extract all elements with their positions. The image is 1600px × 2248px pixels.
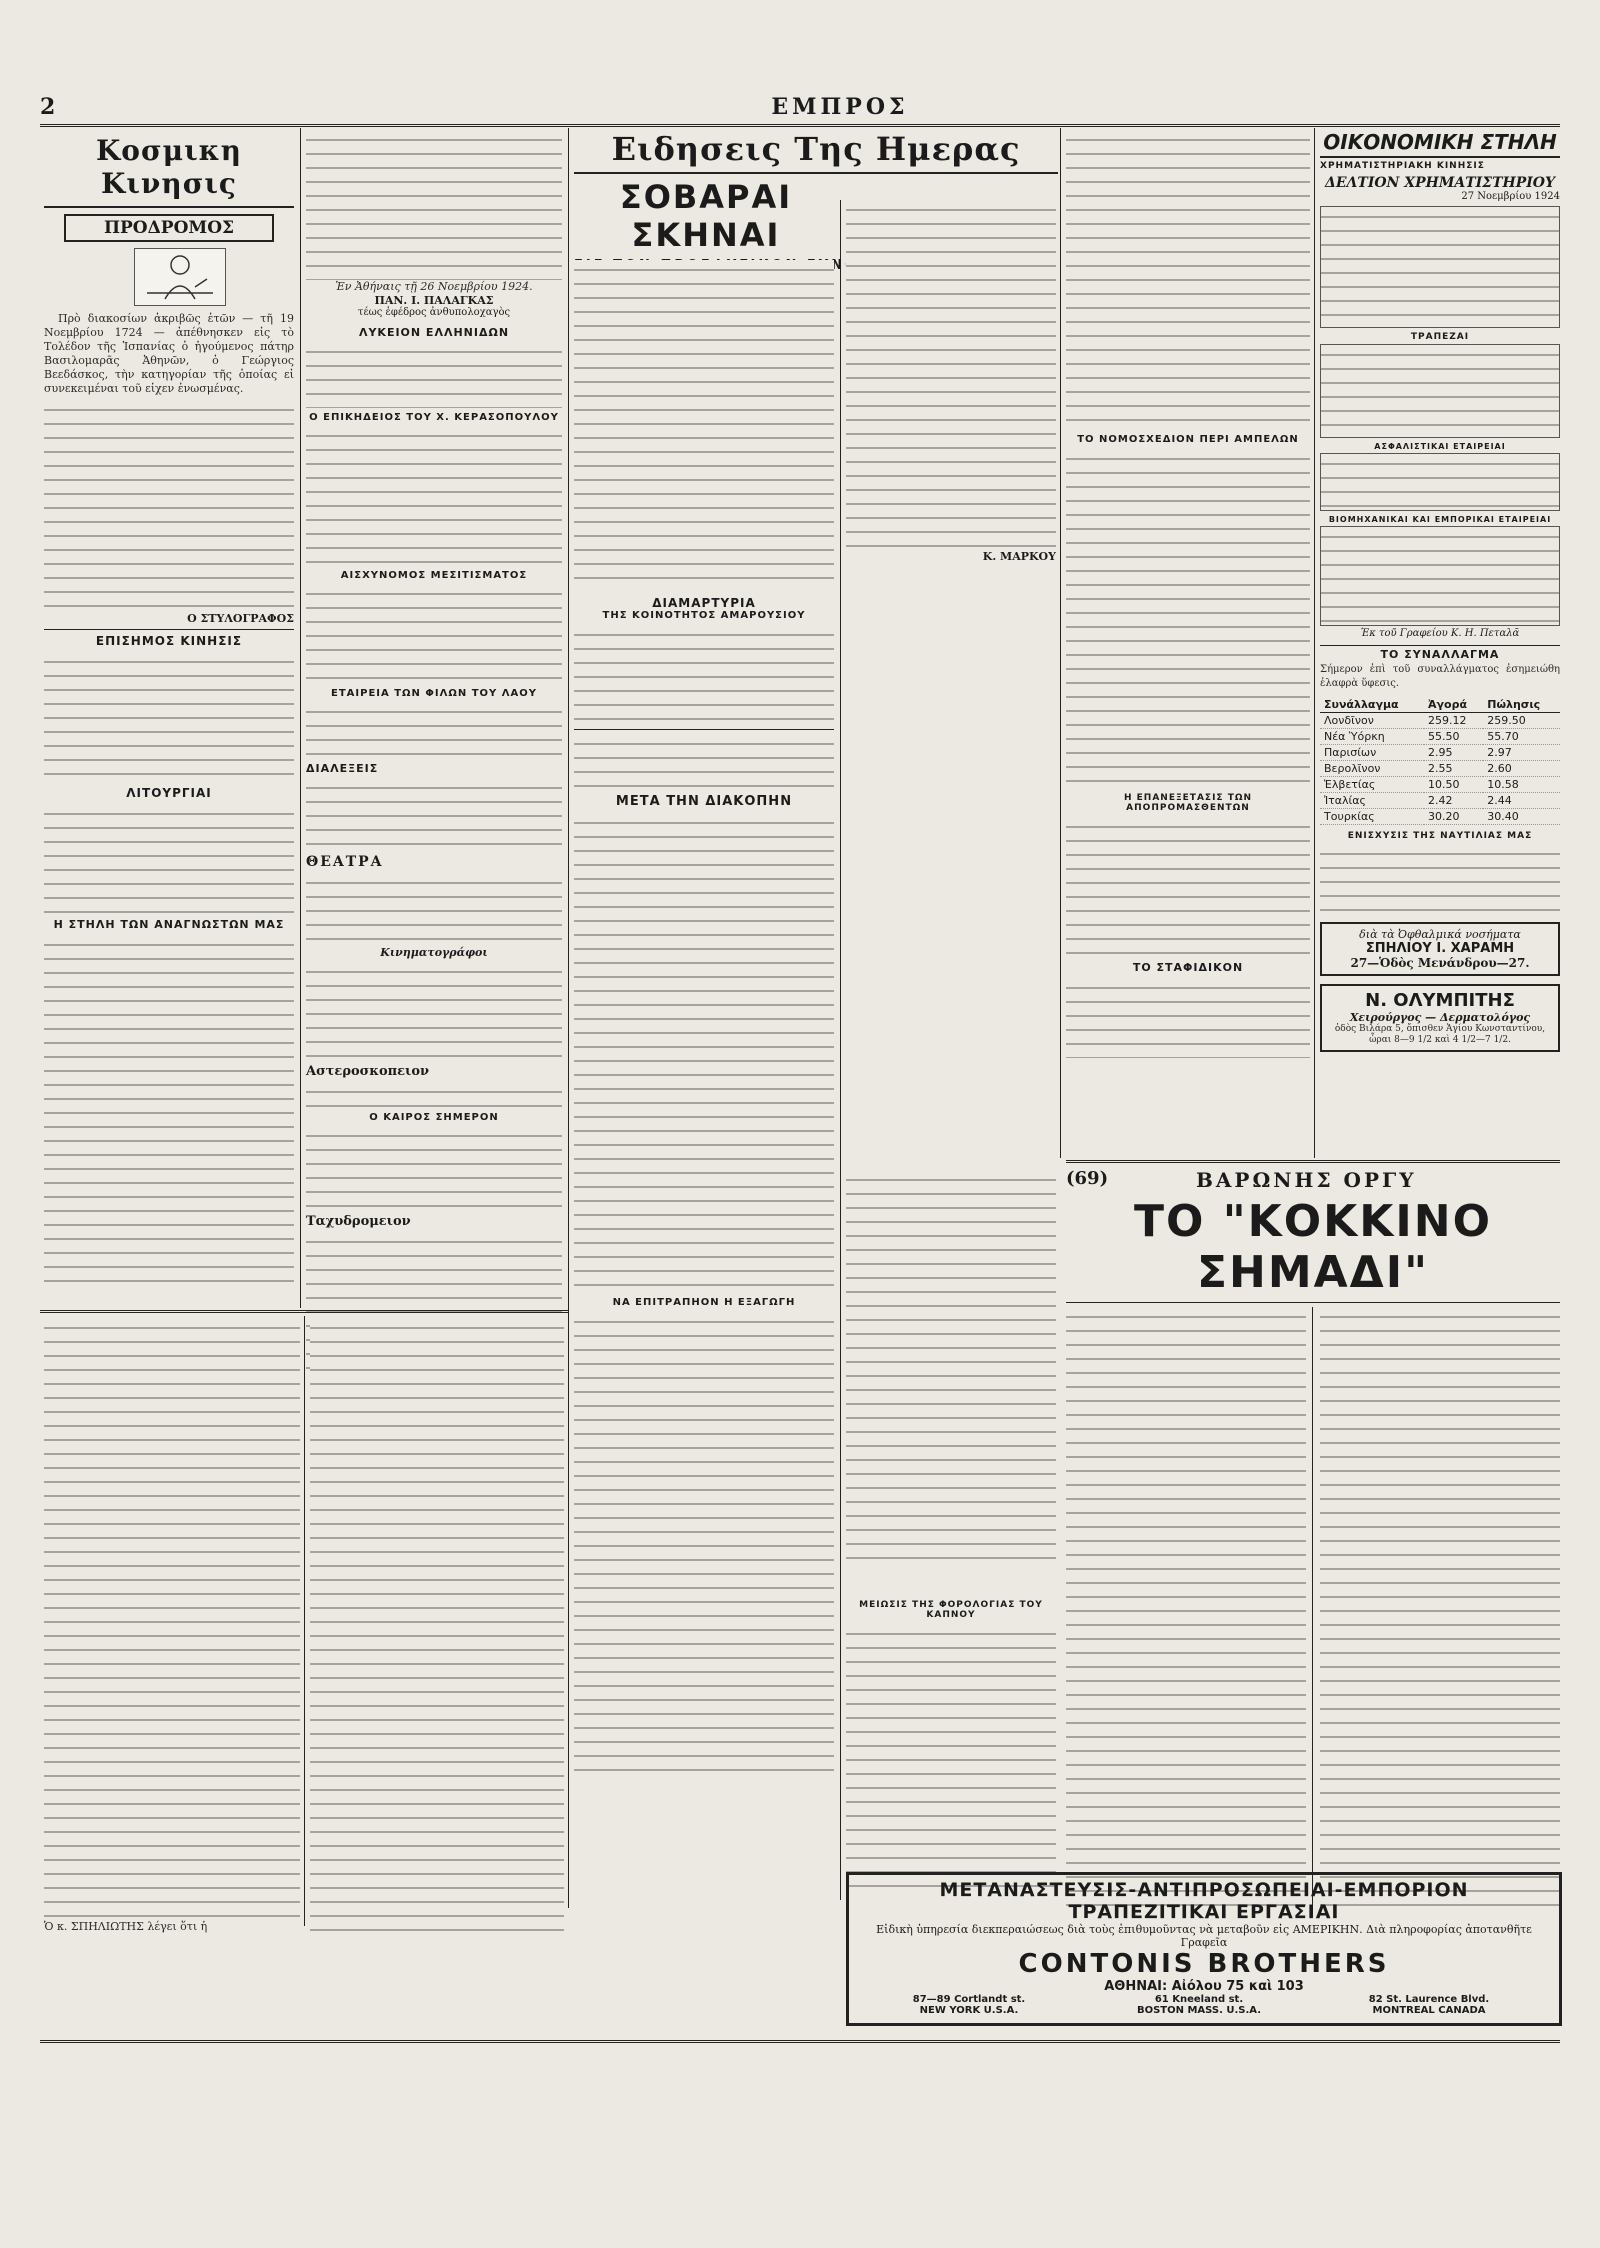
- column-oikonomiki: [1320, 130, 1560, 1052]
- heading-synallagma: ΤΟ ΣΥΝΑΛΛΑΓΜΑ: [1320, 645, 1560, 661]
- column-divider: [1312, 1307, 1313, 1917]
- main-headline: ΣΟΒΑΡΑΙ ΣΚΗΝΑΙ: [619, 178, 793, 254]
- table-row: [1320, 761, 1560, 777]
- banks-table: [1320, 344, 1560, 438]
- lower-middle-column: [310, 1318, 564, 1934]
- text-body: [306, 1082, 562, 1112]
- table-row: [1320, 809, 1560, 825]
- text-body: [44, 804, 294, 914]
- address-line: NEW YORK U.S.A.: [919, 2005, 1019, 2016]
- illustration-writer: [134, 248, 226, 306]
- newspaper-title: ΕΜΠΡΟΣ: [771, 94, 909, 120]
- heading-theatra: ΘΕΑΤΡΑ: [306, 854, 384, 870]
- heading-readers: Η ΣΤΗΛΗ ΤΩΝ ΑΝΑΓΝΩΣΤΩΝ ΜΑΣ: [53, 918, 285, 931]
- text-body: [44, 652, 294, 782]
- bonds-table: [1320, 206, 1560, 328]
- heading-kairos: Ο ΚΑΙΡΟΣ ΣΗΜΕΡΟΝ: [369, 1112, 499, 1123]
- heading-lykeion: ΛΥΚΕΙΟΝ ΕΛΛΗΝΙΔΩΝ: [358, 326, 510, 339]
- insurance-table: [1320, 453, 1560, 511]
- heading-naftilia: ΕΝΙΣΧΥΣΙΣ ΤΗΣ ΝΑΥΤΙΛΙΑΣ ΜΑΣ: [1347, 831, 1533, 841]
- serial-rule: [1066, 1160, 1560, 1163]
- heading-epitropi: ΝΑ ΕΠΙΤΡΑΠΗΟΝ Η ΕΞΑΓΩΓΗ: [612, 1297, 796, 1308]
- signature: ΠΑΝ. Ι. ΠΑΛΑΓΚΑΣ: [374, 294, 494, 307]
- exchange-table: [1320, 697, 1560, 825]
- heading-nomoschedio: ΤΟ ΝΟΜΟΣΧΕΔΙΟΝ ΠΕΡΙ ΑΜΠΕΛΩΝ: [1077, 434, 1299, 445]
- fx-sell: 30.40: [1483, 809, 1560, 825]
- text-body: [44, 935, 294, 1285]
- section-title-oikonomiki: ΟΙΚΟΝΟΜΙΚΗ ΣΤΗΛΗ: [1320, 130, 1560, 158]
- text-body: [574, 813, 834, 1293]
- prodromos-text: Πρὸ διακοσίων ἀκριβῶς ἐτῶν — τῆ 19 Νοεμβρίου 1724 — ἀπέθνησκεν εἰς τὸ Τολέδον τῆς Ἱσπανίας ὁ ἡγούμενος πάτηρ Βασιλομαρᾶς Ἀθηνῶν, ὁ Γεώργιος Βεεδάσκος, τὴν κατηγορίαν τῆς ὁποίας εἰ συνεκειμέναι τοῦ εἰχεν ἐνωσμένας.: [44, 312, 294, 395]
- serial-number: (69): [1066, 1168, 1109, 1189]
- fx-sell: 259.50: [1483, 713, 1560, 729]
- heading-stafidiko: ΤΟ ΣΤΑΦΙΔΙΚΟΝ: [1132, 961, 1244, 974]
- heading-etaireia: ΕΤΑΙΡΕΙΑ ΤΩΝ ΦΙΛΩΝ ΤΟΥ ΛΑΟΥ: [331, 688, 537, 699]
- column-divider: [1060, 128, 1061, 1158]
- address-line: 87—89 Cortlandt st.: [912, 1994, 1026, 2005]
- ad-contonis: [846, 1872, 1562, 2026]
- ad-contonis-athens: ΑΘΗΝΑΙ: Αἰόλου 75 καὶ 103: [1104, 1979, 1304, 1994]
- text-body: [306, 426, 562, 566]
- heading-liturgies: ΛΙΤΟΥΡΓΙΑΙ: [126, 786, 212, 800]
- fx-currency: Νέα Ὑόρκη: [1320, 729, 1424, 745]
- address-line: 61 Kneeland st.: [1154, 1994, 1244, 2005]
- text-body: [306, 584, 562, 684]
- fx-buy: 10.50: [1424, 777, 1483, 793]
- column-divider: [300, 128, 301, 1308]
- prodromos-signature: Ο ΣΤΥΛΟΓΡΑΦΟΣ: [187, 612, 294, 625]
- fx-sell: 2.97: [1483, 745, 1560, 761]
- column-kosmiki: [44, 130, 294, 1285]
- text-body: [44, 1318, 300, 1918]
- fx-currency: Ἑλβετίας: [1320, 777, 1424, 793]
- heading-diakopi: ΜΕΤΑ ΤΗΝ ΔΙΑΚΟΠΗΝ: [615, 794, 793, 809]
- text-body: [306, 130, 562, 280]
- fx-sell: 55.70: [1483, 729, 1560, 745]
- text-body: [1066, 130, 1310, 430]
- text-body: [574, 260, 834, 590]
- column-divider: [304, 1316, 305, 1926]
- fx-header: Ἀγορά: [1424, 697, 1483, 713]
- date-line: Ἐν Ἀθήναις τῇ 26 Νοεμβρίου 1924.: [335, 280, 533, 293]
- column-news-small: [306, 130, 562, 1372]
- fx-currency: Τουρκίας: [1320, 809, 1424, 825]
- divider: [1066, 1302, 1560, 1303]
- center-lower-column: [846, 1170, 1056, 1570]
- fx-currency: Ἰταλίας: [1320, 793, 1424, 809]
- column-divider: [840, 200, 841, 1900]
- fx-sell: 10.58: [1483, 777, 1560, 793]
- masthead: [40, 94, 1560, 120]
- text-body: [310, 1318, 564, 1934]
- text-body: [306, 342, 562, 408]
- text-body: [574, 625, 834, 725]
- ad1-title: διὰ τὰ Ὀφθαλμικά νοσήματα: [1359, 928, 1521, 941]
- fx-header: Πώλησις: [1483, 697, 1560, 713]
- heading-apopromasthenton: Η ΕΠΑΝΕΞΕΤΑΣΙΣ ΤΩΝ ΑΠΟΠΡΟΜΑΣΘΕΝΤΩΝ: [1123, 793, 1253, 813]
- ad-olympitis: [1320, 984, 1560, 1052]
- serial-block: [1066, 1166, 1560, 1917]
- fx-currency: Βερολῖνον: [1320, 761, 1424, 777]
- text-body: [44, 400, 294, 610]
- text-body: [306, 778, 562, 850]
- heading-dialexeis: ΔΙΑΛΕΞΕΙΣ: [306, 762, 379, 775]
- text-body: [1066, 817, 1310, 957]
- office-credit: Ἐκ τοῦ Γραφείου Κ. Η. Πεταλᾶ: [1360, 628, 1520, 639]
- heading-kerasopoulou: Ο ΕΠΙΚΗΔΕΙΟΣ ΤΟΥ Χ. ΚΕΡΑΣΟΠΟΥΛΟΥ: [309, 412, 559, 423]
- fx-buy: 55.50: [1424, 729, 1483, 745]
- ad-contonis-ny: [869, 1994, 1069, 2016]
- text-body: [306, 873, 562, 943]
- fx-currency: Παρισίων: [1320, 745, 1424, 761]
- serial-title: ΤΟ "ΚΟΚΚΙΝΟ ΣΗΜΑΔΙ": [1134, 1196, 1492, 1298]
- heading-typo: Ταχυδρομειον: [306, 1214, 411, 1229]
- text-body: [846, 1624, 1056, 1894]
- table-row: [1320, 713, 1560, 729]
- heading-diamartyria: ΔΙΑΜΑΡΤΥΡΙΑ: [652, 596, 756, 610]
- center-left-column: [574, 260, 834, 1772]
- text-body: [1320, 844, 1560, 914]
- signature-role: τέως ἐφέδρος ἀνθυπολοχαγὸς: [357, 307, 511, 318]
- fx-buy: 2.55: [1424, 761, 1483, 777]
- table-row: [1320, 745, 1560, 761]
- table-row: [1320, 729, 1560, 745]
- divider: [44, 629, 294, 630]
- heading-cinema: Κινηματογράφοι: [380, 946, 488, 959]
- synallagma-note: Σήμερον ἐπὶ τοῦ συναλλάγματος ἐσημειώθη ἐλαφρὰ ὕφεσις.: [1320, 664, 1560, 689]
- column-end-text: Ὁ κ. ΣΠΗΛΙΩΤΗΣ λέγει ὅτι ἡ: [44, 1920, 208, 1933]
- text-body: [846, 1170, 1056, 1570]
- heading-viomichanikai: ΒΙΟΜΗΧΑΝΙΚΑΙ ΚΑΙ ΕΜΠΟΡΙΚΑΙ ΕΤΑΙΡΕΙΑΙ: [1328, 515, 1552, 524]
- table-row: [1320, 793, 1560, 809]
- heading-astero: Αστεροσκοπειον: [306, 1064, 430, 1079]
- page-bottom-rule: [40, 2040, 1560, 2043]
- subtitle-chrimatistiriaki: ΧΡΗΜΑΤΙΣΤΗΡΙΑΚΗ ΚΙΝΗΣΙΣ: [1320, 161, 1485, 171]
- divider: [574, 172, 1058, 174]
- section-title-eidiseis: Ειδησεις Της Ημερας: [611, 130, 1021, 168]
- industry-table: [1320, 526, 1560, 626]
- serial-text-left: [1066, 1307, 1306, 1917]
- fx-buy: 2.42: [1424, 793, 1483, 809]
- text-body: [306, 702, 562, 758]
- text-body: [574, 734, 834, 790]
- center-forologia: [846, 1600, 1056, 1894]
- deltion-title: ΔΕΛΤΙΟΝ ΧΡΗΜΑΤΙΣΤΗΡΙΟΥ: [1325, 175, 1555, 191]
- fx-sell: 2.60: [1483, 761, 1560, 777]
- section-title-kosmiki: Κοσμικη Κινησις: [95, 134, 243, 200]
- ad-contonis-line1: ΜΕΤΑΝΑΣΤΕΥΣΙΣ-ΑΝΤΙΠΡΟΣΩΠΕΙΑΙ-ΕΜΠΟΡΙΟΝ: [939, 1879, 1469, 1901]
- ad-contonis-boston: [1099, 1994, 1299, 2016]
- ad-contonis-brand: CONTONIS BROTHERS: [1018, 1949, 1390, 1979]
- heading-forologia: ΜΕΙΩΣΙΣ ΤΗΣ ΦΟΡΟΛΟΓΙΑΣ ΤΟΥ ΚΑΠΝΟΥ: [859, 1600, 1043, 1620]
- ad-ophthalmologist: [1320, 922, 1560, 976]
- fx-currency: Λονδῖνον: [1320, 713, 1424, 729]
- text-body: [846, 200, 1056, 550]
- serial-text-right: [1320, 1307, 1560, 1917]
- heading-epishmos: ΕΠΙΣΗΜΟΣ ΚΙΝΗΣΙΣ: [95, 634, 243, 648]
- text-body: [1066, 978, 1310, 1058]
- address-line: BOSTON MASS. U.S.A.: [1136, 2005, 1262, 2016]
- divider: [574, 729, 834, 730]
- text-body: [1066, 449, 1310, 789]
- ad1-address: 27—Ὁδὸς Μενάνδρου—27.: [1350, 956, 1530, 970]
- heading-diamartyria-sub: ΤΗΣ ΚΟΙΝΟΤΗΤΟΣ ΑΜΑΡΟΥΣΙΟΥ: [602, 610, 806, 621]
- column-divider: [1314, 128, 1315, 1158]
- ad-contonis-line3: Εἰδικὴ ὑπηρεσία διεκπεραιώσεως διὰ τοὺς ἐπιθυμοῦντας νὰ μεταβοῦν εἰς ΑΜΕΡΙΚΗΝ. Διὰ πληροφορίας ἀποτανθῆτε Γραφεῖα: [876, 1923, 1532, 1949]
- heading-asfaleiai: ΑΣΦΑΛΙΣΤΙΚΑΙ ΕΤΑΙΡΕΙΑΙ: [1374, 442, 1506, 451]
- prodromos-title: ΠΡΟΔΡΟΜΟΣ: [64, 214, 274, 242]
- address-line: 82 St. Laurence Blvd.: [1368, 1994, 1490, 2005]
- heading-trapezai: ΤΡΑΠΕΖΑΙ: [1410, 332, 1470, 342]
- ad-contonis-line2: ΤΡΑΠΕΖΙΤΙΚΑΙ ΕΡΓΑΣΙΑΙ: [1068, 1901, 1340, 1923]
- signature-marko: Κ. ΜΑΡΚΟΥ: [982, 550, 1056, 563]
- fx-buy: 30.20: [1424, 809, 1483, 825]
- page-number: 2: [40, 94, 56, 120]
- lower-rule: [40, 1310, 568, 1313]
- text-body: [306, 1126, 562, 1210]
- heading-mesitiko: ΑΙΣΧΥΝΟΜΟΣ ΜΕΣΙΤΙΣΜΑΤΟΣ: [340, 570, 528, 581]
- center-right-column: [846, 200, 1056, 563]
- ad-contonis-montreal: [1329, 1994, 1529, 2016]
- deltion-date: 27 Νοεμβρίου 1924: [1461, 191, 1560, 202]
- fx-buy: 259.12: [1424, 713, 1483, 729]
- divider: [44, 206, 294, 208]
- fx-buy: 2.95: [1424, 745, 1483, 761]
- text-body: [306, 962, 562, 1060]
- fx-header: Συνάλλαγμα: [1320, 697, 1424, 713]
- ad2-name: Ν. ΟΛΥΜΠΙΤΗΣ: [1365, 990, 1515, 1011]
- ad2-address: ὁδὸς Βιλάρα 5, ὄπισθεν Ἁγίου Κωνσταντίνου, ὧραι 8—9 1/2 καὶ 4 1/2—7 1/2.: [1334, 1024, 1546, 1045]
- text-body: [574, 1312, 834, 1772]
- address-line: MONTREAL CANADA: [1372, 2005, 1486, 2016]
- ad2-role: Χειρούργος — Δερματολόγος: [1349, 1011, 1531, 1024]
- masthead-rule: [40, 124, 1560, 127]
- table-row: [1320, 777, 1560, 793]
- ad1-doctor: ΣΠΗΛΙΟΥ Ι. ΧΑΡΑΜΗ: [1365, 941, 1515, 956]
- column-divider: [568, 128, 569, 1908]
- column-nomos: [1066, 130, 1310, 1058]
- fx-sell: 2.44: [1483, 793, 1560, 809]
- serial-author: ΒΑΡΩΝΗΣ ΟΡΓΥ: [1196, 1168, 1417, 1192]
- lower-left-column: [44, 1318, 300, 1934]
